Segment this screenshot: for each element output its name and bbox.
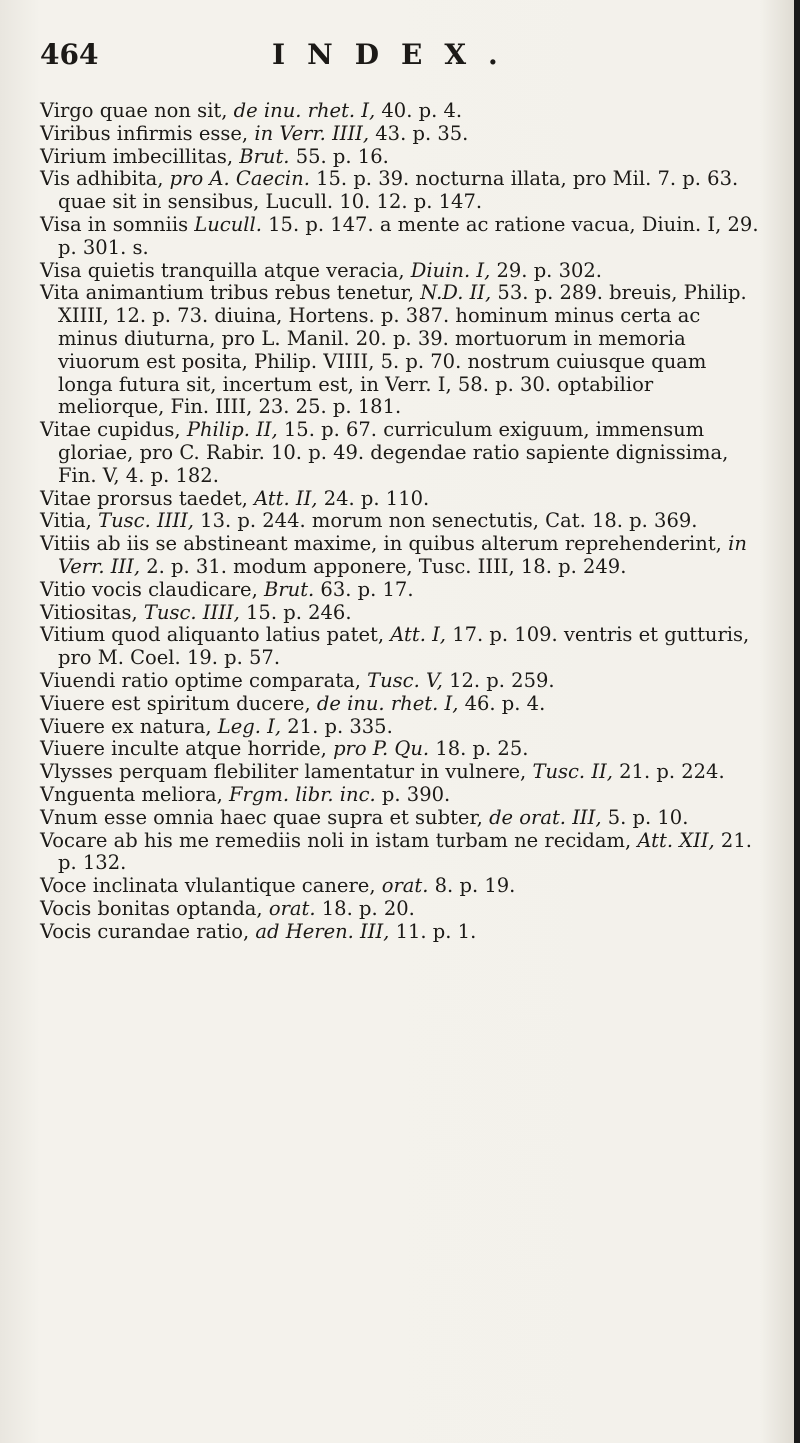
entry-citation: de orat. III,	[489, 805, 602, 829]
entry-lemma: Visa in somniis	[40, 212, 195, 236]
entry-citation: Frgm. libr. inc.	[229, 782, 376, 806]
entry-lemma: Vitium quod aliquanto latius patet,	[40, 623, 391, 647]
entry-citation: Brut.	[263, 577, 315, 601]
entry-citation: Lucull.	[194, 212, 262, 236]
entry-citation: Brut.	[239, 144, 290, 168]
index-entry	[40, 419, 760, 487]
entry-reference: 5. p. 10.	[601, 805, 689, 829]
entry-citation: in Verr. IIII,	[254, 121, 370, 145]
entry-reference: 40. p. 4.	[375, 99, 463, 122]
entry-citation: de inu. rhet. I,	[316, 691, 459, 715]
entry-lemma: Voce inclinata vlulantique canere,	[40, 874, 382, 898]
entry-lemma: Virgo quae non sit,	[40, 99, 234, 122]
index-entry	[40, 510, 760, 533]
entry-reference: 8. p. 19.	[428, 874, 516, 898]
entry-reference: 18. p. 20.	[315, 896, 415, 920]
entry-lemma: Vitio vocis claudicare,	[40, 577, 264, 601]
page-header	[40, 38, 740, 78]
entry-reference: 24. p. 110.	[317, 486, 430, 510]
index-entry	[40, 123, 760, 146]
entry-reference: 15. p. 147. a mente ac ratione vacua, Diuin. I, 29. p. 301. s.	[58, 212, 759, 259]
entry-citation: Diuin. I,	[410, 258, 491, 282]
running-head: INDEX.	[272, 38, 520, 71]
entry-reference: 15. p. 39. nocturna illata, pro Mil. 7. p. 63. quae sit in sensibus, Lucull. 10. 12. p. 147.	[58, 167, 739, 214]
entry-reference: 63. p. 17.	[314, 577, 414, 601]
entry-citation: pro A. Caecin.	[169, 167, 310, 191]
entry-reference: 53. p. 289. breuis, Philip. XIIII, 12. p. 73. diuina, Hortens. p. 387. hominum minus certa ac minus diuturna, pro L. Manil. 20. p. 39. mortuorum in memoria viuorum est posita, Philip. VIIII, 5. p. 70. nostrum cuiusque quam longa futura sit, incertum est, in Verr. I, 58. p. 30. optabilior meliorque, Fin. IIII, 23. 25. p. 181.	[58, 281, 747, 419]
index-entry	[40, 146, 760, 169]
entry-reference: 15. p. 67. curriculum exiguum, immensum gloriae, pro C. Rabir. 10. p. 49. degendae ratio sapiente dignissima, Fin. V, 4. p. 182.	[58, 418, 729, 487]
index-entry	[40, 761, 760, 784]
entry-reference: 18. p. 25.	[429, 737, 529, 761]
entry-citation: de inu. rhet. I,	[233, 99, 376, 122]
index-entry	[40, 488, 760, 511]
entry-lemma: Visa quietis tranquilla atque veracia,	[40, 258, 411, 282]
entry-citation: in Verr. III,	[58, 532, 747, 578]
entry-lemma: Vitae prorsus taedet,	[40, 486, 255, 510]
entry-lemma: Viuere est spiritum ducere,	[40, 691, 317, 715]
index-entry	[40, 624, 760, 670]
index-entry	[40, 214, 760, 260]
entry-lemma: Vnguenta meliora,	[40, 782, 230, 806]
index-entries	[40, 100, 760, 943]
page-number: 464	[40, 38, 99, 71]
index-entry	[40, 898, 760, 921]
entry-lemma: Vitae cupidus,	[40, 418, 187, 442]
entry-reference: 15. p. 246.	[239, 600, 352, 624]
index-entry	[40, 807, 760, 830]
entry-lemma: Vnum esse omnia haec quae supra et subter,	[40, 805, 490, 829]
index-entry	[40, 579, 760, 602]
index-entry	[40, 921, 760, 944]
entry-reference: 11. p. 1.	[389, 919, 477, 943]
entry-reference: 17. p. 109. ventris et gutturis, pro M. Coel. 19. p. 57.	[58, 623, 750, 670]
entry-lemma: Viuere ex natura,	[40, 714, 218, 738]
index-entry	[40, 282, 760, 419]
entry-reference: 2. p. 31. modum apponere, Tusc. IIII, 18. p. 249.	[140, 554, 627, 578]
index-entry	[40, 602, 760, 625]
entry-lemma: Vocis bonitas optanda,	[40, 896, 269, 920]
entry-citation: Tusc. II,	[532, 760, 613, 784]
entry-reference: 21. p. 132.	[58, 828, 752, 875]
entry-citation: Att. I,	[390, 623, 446, 647]
index-entry	[40, 100, 760, 123]
entry-lemma: Viuere inculte atque horride,	[40, 737, 334, 761]
entry-lemma: Viribus infirmis esse,	[40, 121, 255, 145]
index-entry	[40, 738, 760, 761]
index-entry	[40, 716, 760, 739]
entry-lemma: Vlysses perquam flebiliter lamentatur in vulnere,	[40, 760, 533, 784]
index-entry	[40, 784, 760, 807]
entry-lemma: Vocare ab his me remediis noli in istam turbam ne recidam,	[40, 828, 638, 852]
entry-lemma: Vocis curandae ratio,	[40, 919, 256, 943]
entry-reference: 12. p. 259.	[442, 668, 555, 692]
index-entry	[40, 670, 760, 693]
entry-citation: Tusc. V,	[367, 668, 443, 692]
entry-citation: pro P. Qu.	[333, 737, 430, 761]
entry-lemma: Vita animantium tribus rebus tenetur,	[40, 281, 421, 305]
index-entry	[40, 830, 760, 876]
entry-citation: ad Heren. III,	[255, 919, 390, 943]
entry-reference: p. 390.	[375, 782, 451, 806]
entry-citation: Tusc. IIII,	[143, 600, 240, 624]
entry-citation: N.D. II,	[420, 281, 492, 305]
page-edge-shadow	[794, 0, 800, 1443]
index-entry	[40, 693, 760, 716]
entry-reference: 43. p. 35.	[369, 121, 469, 145]
index-entry	[40, 260, 760, 283]
entry-citation: Philip. II,	[186, 418, 278, 442]
entry-citation: Tusc. IIII,	[98, 509, 194, 533]
entry-reference: 55. p. 16.	[289, 144, 389, 168]
entry-lemma: Vitia,	[40, 509, 99, 533]
entry-lemma: Vitiositas,	[40, 600, 144, 624]
entry-reference: 13. p. 244. morum non senectutis, Cat. 18. p. 369.	[193, 509, 698, 533]
entry-lemma: Virium imbecillitas,	[40, 144, 240, 168]
entry-lemma: Viuendi ratio optime comparata,	[40, 668, 368, 692]
entry-reference: 21. p. 224.	[612, 760, 725, 784]
entry-citation: Leg. I,	[217, 714, 282, 738]
entry-lemma: Vis adhibita,	[40, 167, 170, 191]
entry-citation: Att. XII,	[637, 828, 715, 852]
entry-citation: orat.	[268, 896, 316, 920]
entry-lemma: Vitiis ab iis se abstineant maxime, in quibus alterum reprehenderint,	[40, 532, 729, 556]
index-entry	[40, 875, 760, 898]
entry-citation: Att. II,	[254, 486, 318, 510]
entry-citation: orat.	[381, 874, 429, 898]
entry-reference: 21. p. 335.	[281, 714, 393, 738]
index-entry	[40, 533, 760, 579]
entry-reference: 46. p. 4.	[458, 691, 546, 715]
index-entry	[40, 168, 760, 214]
entry-reference: 29. p. 302.	[490, 258, 602, 282]
